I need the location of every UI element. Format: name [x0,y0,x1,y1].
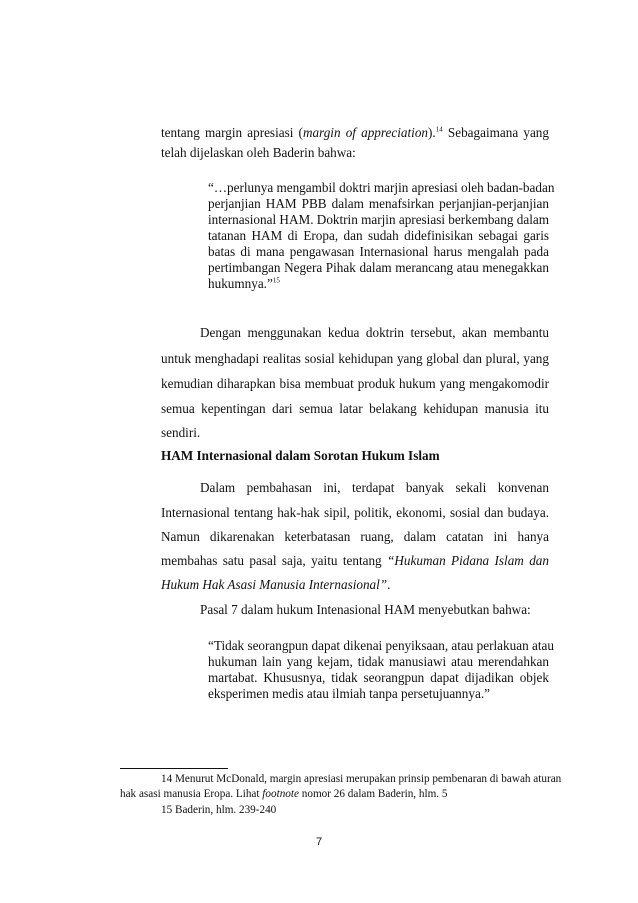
footnote-text: hak asasi manusia Eropa. Lihat [120,788,263,800]
footnote-ref-14: 14 [435,125,443,134]
footnote-15: 15 Baderin, hlm. 239-240 [161,804,277,816]
italic-title: Hukum Hak Asasi Manusia Internasional” [161,577,388,592]
footnote-separator [120,768,228,769]
quote-text: hukumnya.” [208,276,273,291]
paragraph-line: Dengan menggunakan kedua doktrin tersebut, akan membantu [200,325,549,340]
intro-text: tentang margin apresiasi ( [161,125,303,140]
paragraph-line [161,553,549,569]
footnote-text: nomor 26 dalam Baderin, hlm. 5 [298,788,448,800]
paragraph-line: untuk menghadapi realitas sosial kehidupan yang global dan plural, yang [161,351,549,366]
paragraph-line [161,577,390,593]
quote-line: internasional HAM. Doktrin marjin apresiasi berkembang dalam [208,212,549,227]
paragraph-text: membahas satu pasal saja, yaitu tentang [161,553,388,568]
page-number: 7 [315,836,323,848]
intro-line-1 [161,125,549,141]
paragraph-line: semua kepentingan dari semua latar belakang kehidupan manusia itu [161,401,549,416]
footnote-ref-15: 15 [272,276,280,285]
italic-title: “Hukuman Pidana Islam dan [387,553,549,568]
paragraph-text: . [387,577,391,592]
section-heading: HAM Internasional dalam Sorotan Hukum Islam [161,448,440,463]
quote-last-line: eksperimen medis atau ilmiah tanpa persetujuannya.” [208,686,490,701]
quote-line: batas di mana pengawasan Internasional harus mengalah pada [208,244,549,259]
footnote-14-line-2 [120,788,448,801]
quote-line: martabat. Khususnya, tidak seorangpun dapat dijadikan objek [208,670,549,685]
quote-line: pertimbangan Negera Pihak dalam merancang atau menegakkan [208,260,549,275]
intro-text: ). [428,125,436,140]
paragraph-line: Internasional tentang hak-hak sipil, politik, ekonomi, sosial dan budaya. [161,505,549,520]
paragraph-line: kemudian diharapkan bisa membuat produk hukum yang mengakomodir [161,376,549,391]
intro-text: Sebagaimana yang [442,125,549,140]
paragraph-line: sendiri. [161,425,201,440]
paragraph-line: Dalam pembahasan ini, terdapat banyak sekali konvenan [200,480,549,495]
intro-line-2: telah dijelaskan oleh Baderin bahwa: [161,145,356,160]
paragraph-3: Pasal 7 dalam hukum Intenasional HAM menyebutkan bahwa: [200,602,531,617]
quote-line: tatanan HAM di Eropa, dan sudah didefinisikan sebagai garis [208,228,549,243]
footnote-14-line-1: 14 Menurut McDonald, margin apresiasi merupakan prinsip pembenaran di bawah aturan [161,773,562,785]
quote-last-line [208,276,280,291]
footnote-italic: footnote [262,788,299,800]
paragraph-line: Namun dikarenakan keterbatasan ruang, dalam catatan ini hanya [161,529,549,544]
quote-line: perjanjian HAM PBB dalam menafsirkan perjanjian-perjanjian [208,196,549,211]
quote-line: “Tidak seorangpun dapat dikenai penyiksaan, atau perlakuan atau [208,638,554,653]
intro-italic-term: margin of appreciation [302,125,429,140]
quote-line: “…perlunya mengambil doktri marjin apresiasi oleh badan-badan [208,180,555,195]
quote-line: hukuman lain yang kejam, tidak manusiawi atau merendahkan [208,654,549,669]
